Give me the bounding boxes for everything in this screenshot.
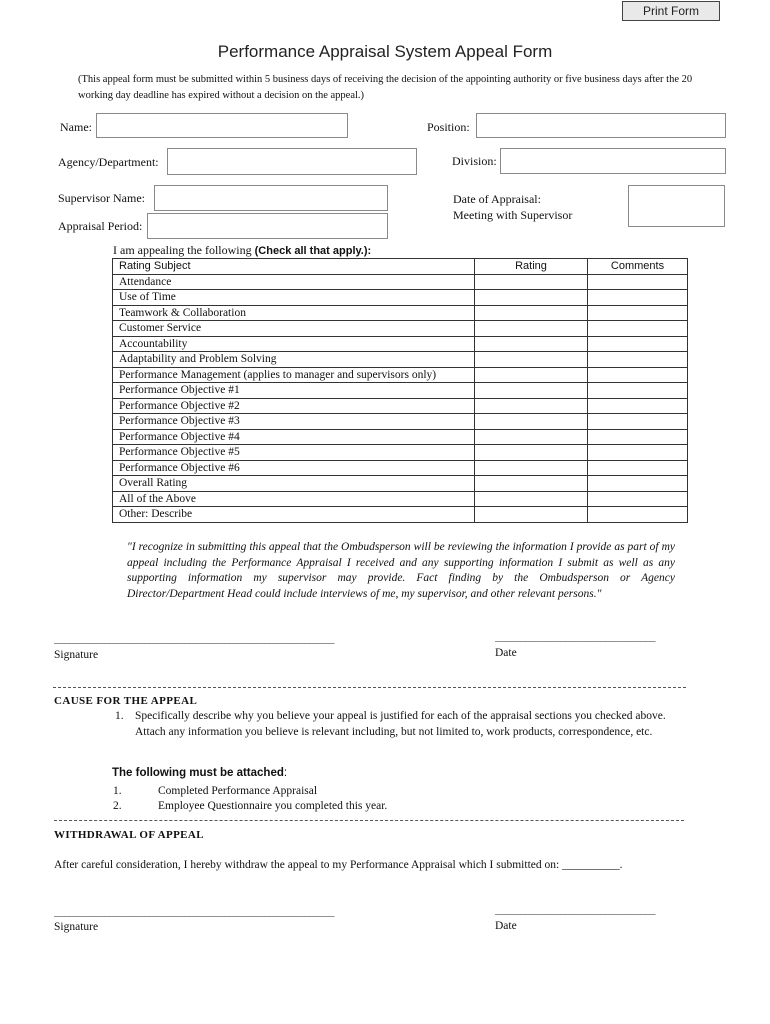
rating-cell[interactable]	[475, 274, 588, 290]
comments-cell[interactable]	[588, 491, 688, 507]
section-divider	[53, 687, 686, 688]
rating-subject-cell: Performance Objective #6	[113, 460, 475, 476]
comments-cell[interactable]	[588, 460, 688, 476]
rating-subject-cell: Performance Objective #4	[113, 429, 475, 445]
col-rating-subject: Rating Subject	[113, 259, 475, 275]
comments-cell[interactable]	[588, 445, 688, 461]
rating-cell[interactable]	[475, 336, 588, 352]
table-row	[113, 398, 688, 414]
rating-table	[112, 258, 688, 523]
date-line[interactable]: ________________________________	[495, 631, 655, 643]
rating-subject-cell: Attendance	[113, 274, 475, 290]
withdrawal-date-label: Date	[495, 920, 517, 932]
rating-cell[interactable]	[475, 290, 588, 306]
division-label: Division:	[452, 154, 497, 168]
division-field[interactable]	[500, 148, 726, 174]
section-divider	[54, 820, 684, 821]
comments-cell[interactable]	[588, 398, 688, 414]
attached-num-2: 2.	[113, 800, 122, 812]
rating-subject-cell: Performance Management (applies to manager and supervisors only)	[113, 367, 475, 383]
meeting-label: Meeting with Supervisor	[453, 208, 573, 222]
comments-cell[interactable]	[588, 336, 688, 352]
signature-label: Signature	[54, 649, 99, 661]
name-field[interactable]	[96, 113, 348, 138]
comments-cell[interactable]	[588, 321, 688, 337]
rating-cell[interactable]	[475, 414, 588, 430]
rating-cell[interactable]	[475, 398, 588, 414]
rating-subject-cell: Performance Objective #2	[113, 398, 475, 414]
table-row	[113, 383, 688, 399]
attached-heading: The following must be attached:	[112, 767, 288, 779]
rating-subject-cell: All of the Above	[113, 491, 475, 507]
table-row	[113, 290, 688, 306]
cause-item-number: 1.	[115, 710, 124, 722]
rating-cell[interactable]	[475, 491, 588, 507]
attached-num-1: 1.	[113, 785, 122, 797]
cause-item-text: Specifically describe why you believe your appeal is justified for each of the appraisal sections you checked above. Attach any information you believe is relevant including, but not limited to, work products, correspondence, etc.	[135, 710, 666, 738]
rating-subject-cell: Adaptability and Problem Solving	[113, 352, 475, 368]
comments-cell[interactable]	[588, 305, 688, 321]
rating-subject-cell: Use of Time	[113, 290, 475, 306]
comments-cell[interactable]	[588, 507, 688, 523]
print-form-button[interactable]: Print Form	[622, 1, 720, 21]
appraisal-period-label: Appraisal Period:	[58, 219, 143, 233]
date-label: Date	[495, 647, 517, 659]
supervisor-field[interactable]	[154, 185, 388, 211]
position-field[interactable]	[476, 113, 726, 138]
withdrawal-heading: WITHDRAWAL OF APPEAL	[54, 829, 205, 841]
table-row	[113, 429, 688, 445]
withdrawal-date-line[interactable]: ________________________________	[495, 904, 655, 916]
attached-item-2: Employee Questionnaire you completed this year.	[158, 800, 388, 812]
withdrawal-signature-line[interactable]: ________________________________________________________	[54, 906, 334, 918]
rating-subject-cell: Overall Rating	[113, 476, 475, 492]
rating-cell[interactable]	[475, 460, 588, 476]
rating-subject-cell: Teamwork & Collaboration	[113, 305, 475, 321]
rating-subject-cell: Performance Objective #3	[113, 414, 475, 430]
rating-cell[interactable]	[475, 367, 588, 383]
appraisal-period-field[interactable]	[147, 213, 388, 239]
table-row	[113, 491, 688, 507]
comments-cell[interactable]	[588, 352, 688, 368]
table-row	[113, 476, 688, 492]
acknowledgement-statement: "I recognize in submitting this appeal that the Ombudsperson will be reviewing the information I provide as part of my appeal including the Performance Appraisal I received and any supporting information I submit as well as any supporting information my supervisor may provide. Fact finding by the Ombudsperson or Agency Director/Department Head could include interviews of me, my supervisor, and other relevant persons."	[127, 541, 675, 600]
attached-item-1: Completed Performance Appraisal	[158, 785, 318, 797]
date-of-appraisal-label: Date of Appraisal:	[453, 192, 541, 206]
rating-subject-cell: Performance Objective #5	[113, 445, 475, 461]
rating-subject-cell: Other: Describe	[113, 507, 475, 523]
withdrawal-signature-label: Signature	[54, 921, 99, 933]
appeal-instruction: I am appealing the following (Check all that apply.):	[113, 243, 372, 257]
supervisor-label: Supervisor Name:	[58, 191, 145, 205]
table-row	[113, 367, 688, 383]
rating-cell[interactable]	[475, 383, 588, 399]
withdrawal-text: After careful consideration, I hereby withdraw the appeal to my Performance Appraisal which I submitted on: __________.	[54, 859, 623, 871]
intro-text: (This appeal form must be submitted within 5 business days of receiving the decision of the appointing authority or five business days after the 20 working day deadline has expired without a decision on the appeal.)	[78, 74, 693, 101]
comments-cell[interactable]	[588, 274, 688, 290]
signature-line[interactable]: ________________________________________________________	[54, 633, 334, 645]
table-row	[113, 445, 688, 461]
rating-cell[interactable]	[475, 429, 588, 445]
table-row	[113, 460, 688, 476]
meeting-date-field[interactable]	[628, 185, 725, 227]
table-row	[113, 305, 688, 321]
table-row	[113, 336, 688, 352]
table-row	[113, 321, 688, 337]
table-row	[113, 507, 688, 523]
rating-subject-cell: Customer Service	[113, 321, 475, 337]
comments-cell[interactable]	[588, 367, 688, 383]
position-label: Position:	[427, 120, 470, 134]
rating-cell[interactable]	[475, 305, 588, 321]
page-title: Performance Appraisal System Appeal Form	[217, 42, 553, 61]
agency-field[interactable]	[167, 148, 417, 175]
cause-heading: CAUSE FOR THE APPEAL	[54, 695, 198, 707]
name-label: Name:	[60, 120, 92, 134]
table-row	[113, 352, 688, 368]
table-row	[113, 274, 688, 290]
table-row	[113, 414, 688, 430]
rating-cell[interactable]	[475, 445, 588, 461]
agency-label: Agency/Department:	[58, 155, 159, 169]
col-comments: Comments	[588, 259, 688, 275]
rating-cell[interactable]	[475, 476, 588, 492]
rating-cell[interactable]	[475, 352, 588, 368]
col-rating: Rating	[475, 259, 588, 275]
comments-cell[interactable]	[588, 290, 688, 306]
comments-cell[interactable]	[588, 429, 688, 445]
comments-cell[interactable]	[588, 414, 688, 430]
rating-cell[interactable]	[475, 507, 588, 523]
table-header-row	[113, 259, 688, 275]
comments-cell[interactable]	[588, 476, 688, 492]
rating-subject-cell: Accountability	[113, 336, 475, 352]
comments-cell[interactable]	[588, 383, 688, 399]
rating-subject-cell: Performance Objective #1	[113, 383, 475, 399]
rating-cell[interactable]	[475, 321, 588, 337]
